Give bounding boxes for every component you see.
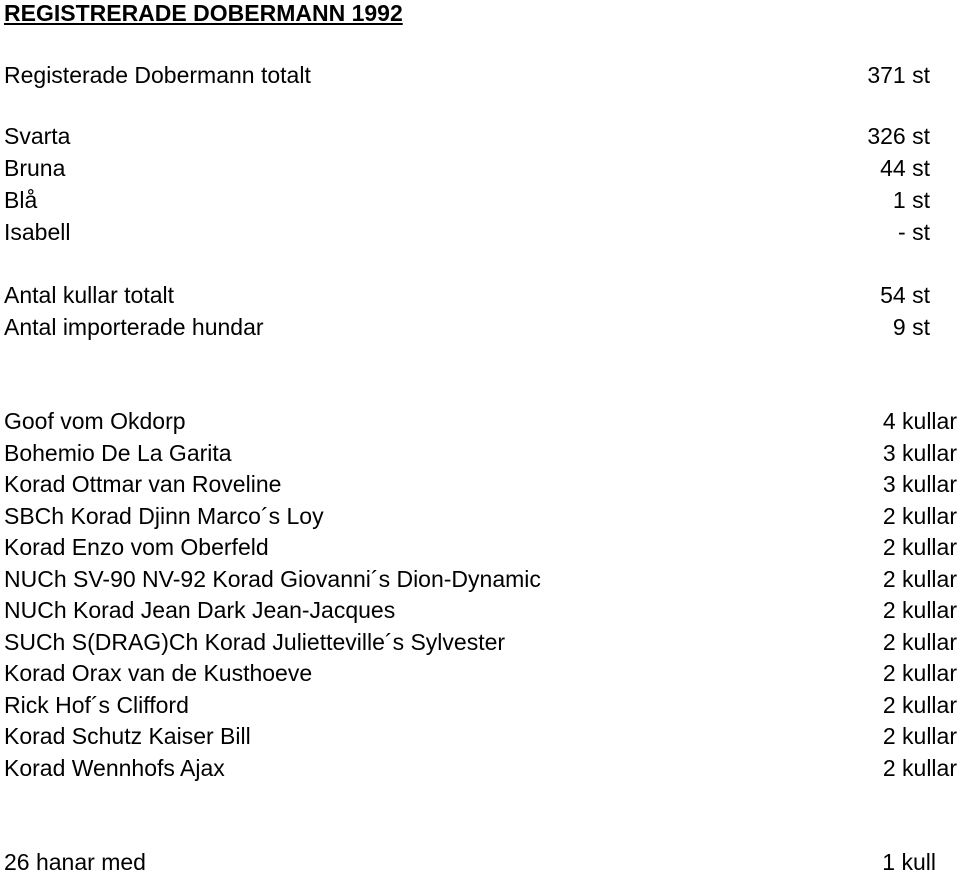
color-label: Blå <box>4 187 38 213</box>
footer-row <box>4 846 944 878</box>
total-row <box>4 59 944 91</box>
sire-row <box>4 437 957 469</box>
sire-name: Korad Schutz Kaiser Bill <box>4 723 251 749</box>
sire-row <box>4 689 957 721</box>
color-row <box>4 216 944 248</box>
sire-litter-count: 3 kullar <box>882 471 957 497</box>
sire-row <box>4 752 957 784</box>
total-value: 371 st <box>867 62 930 88</box>
sire-litter-count: 2 kullar <box>882 597 957 623</box>
sire-litter-count: 2 kullar <box>882 628 957 655</box>
litter-label: Antal importerade hundar <box>4 314 264 340</box>
total-label: Registerade Dobermann totalt <box>4 62 311 88</box>
color-label: Isabell <box>4 219 71 245</box>
sire-name: NUCh SV-90 NV-92 Korad Giovanni´s Dion-Dynamic <box>4 565 541 592</box>
sire-name: Rick Hof´s Clifford <box>4 691 189 718</box>
sire-name: NUCh Korad Jean Dark Jean-Jacques <box>4 597 396 623</box>
sire-name: Korad Enzo vom Oberfeld <box>4 534 269 560</box>
sire-row <box>4 563 957 595</box>
sire-litter-count: 2 kullar <box>882 754 957 781</box>
color-value: 326 st <box>867 123 930 149</box>
color-row <box>4 120 944 152</box>
color-row <box>4 184 944 216</box>
sire-litter-count: 3 kullar <box>882 439 957 466</box>
sire-row <box>4 500 957 532</box>
sire-litter-count: 2 kullar <box>882 502 957 529</box>
color-value: - st <box>898 219 930 245</box>
sire-litter-count: 2 kullar <box>882 723 957 749</box>
color-label: Svarta <box>4 123 71 149</box>
sire-name: Korad Ottmar van Roveline <box>4 471 282 497</box>
color-label: Bruna <box>4 155 66 181</box>
sire-row <box>4 657 957 689</box>
colors-section <box>4 120 944 248</box>
litter-label: Antal kullar totalt <box>4 282 175 308</box>
footer-label: 26 hanar med <box>4 849 146 875</box>
litter-value: 54 st <box>880 282 930 308</box>
sire-row <box>4 531 957 563</box>
document-title: REGISTRERADE DOBERMANN 1992 <box>4 0 403 26</box>
color-row <box>4 152 944 184</box>
sire-name: Bohemio De La Garita <box>4 439 232 466</box>
footer-value: 1 kull <box>882 849 936 875</box>
color-value: 1 st <box>892 187 930 213</box>
sire-litter-count: 2 kullar <box>882 565 957 592</box>
litter-row <box>4 311 944 343</box>
sire-name: SUCh S(DRAG)Ch Korad Julietteville´s Sylvester <box>4 628 506 655</box>
sire-row <box>4 594 957 626</box>
sire-row <box>4 720 957 752</box>
litter-row <box>4 279 944 311</box>
color-value: 44 st <box>880 155 930 181</box>
sire-litter-count: 4 kullar <box>882 408 957 434</box>
sire-name: Korad Orax van de Kusthoeve <box>4 660 313 686</box>
sire-name: Korad Wennhofs Ajax <box>4 754 225 781</box>
sire-litter-count: 2 kullar <box>882 660 957 686</box>
litters-section <box>4 279 944 343</box>
sire-row <box>4 468 957 500</box>
litter-value: 9 st <box>892 314 930 340</box>
total-section <box>4 59 944 91</box>
sire-name: SBCh Korad Djinn Marco´s Loy <box>4 502 324 529</box>
sire-name: Goof vom Okdorp <box>4 408 186 434</box>
sire-litter-count: 2 kullar <box>882 534 957 560</box>
sire-litter-count: 2 kullar <box>882 691 957 718</box>
sire-row <box>4 405 957 437</box>
sire-row <box>4 626 957 658</box>
sires-section <box>4 405 957 783</box>
